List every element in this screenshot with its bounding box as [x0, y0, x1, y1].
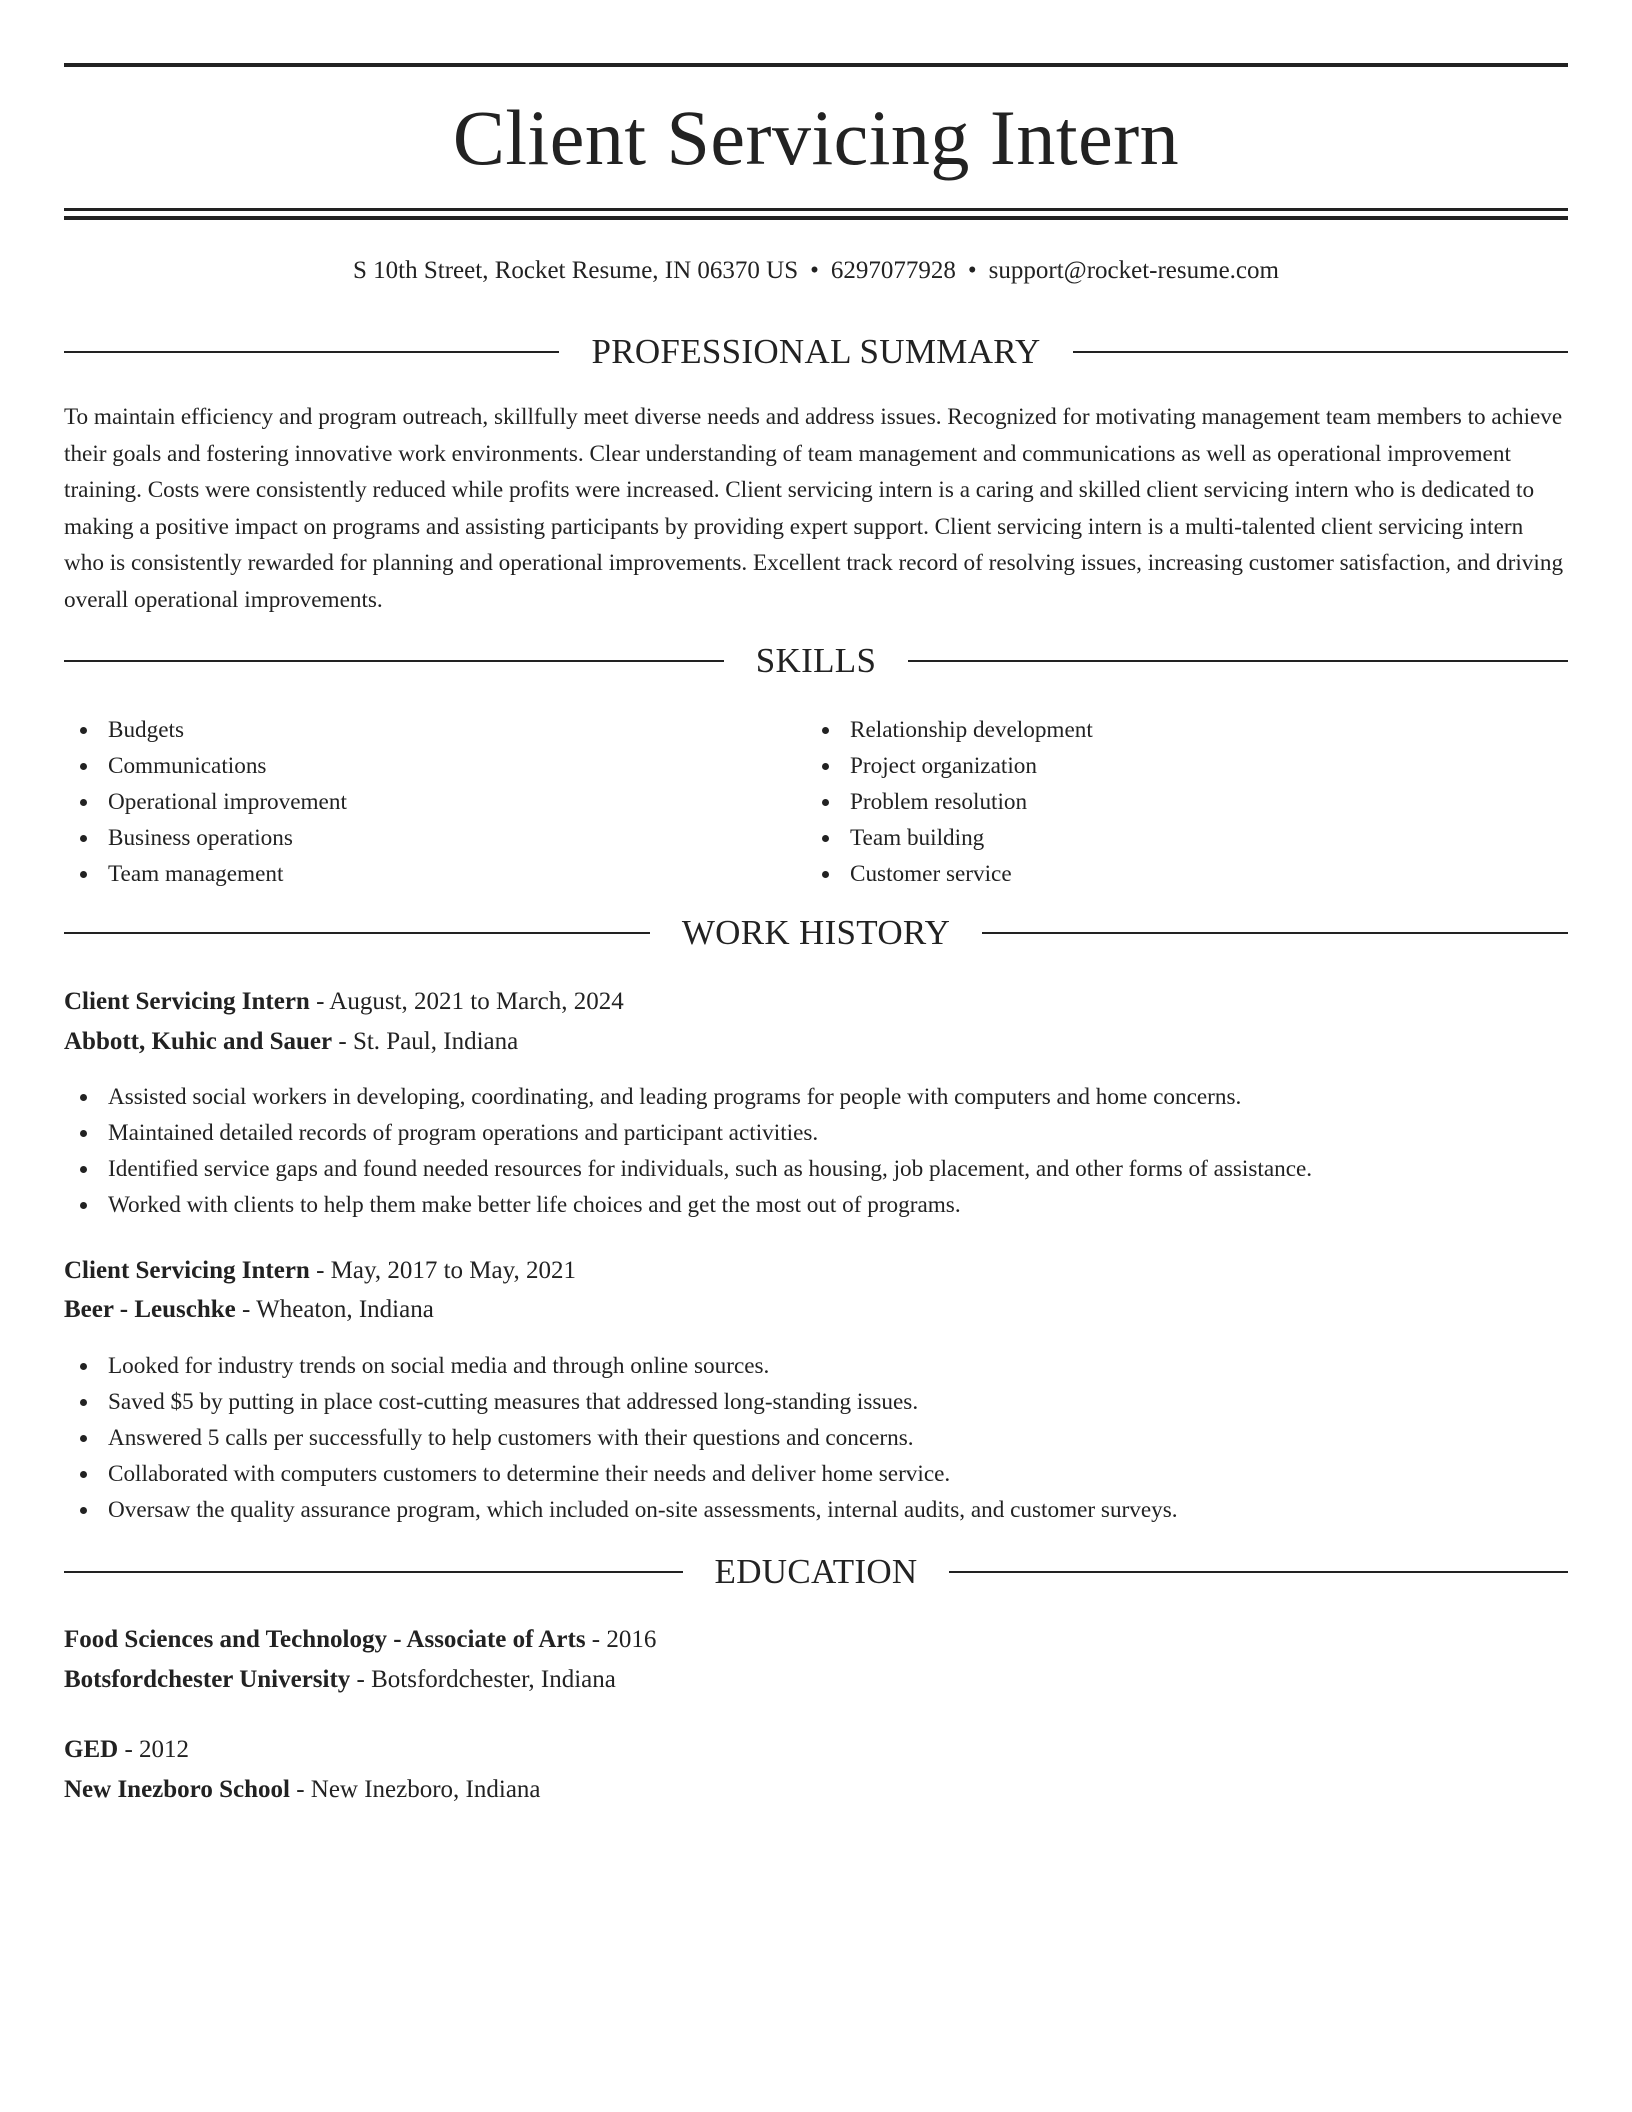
heading-rule — [908, 660, 1568, 662]
skill-item: Team building — [806, 820, 1566, 856]
job-dates: - May, 2017 to May, 2021 — [309, 1257, 577, 1284]
section-heading-skills — [64, 640, 1568, 682]
job-bullets — [64, 1348, 1568, 1528]
contact-line — [64, 254, 1568, 288]
section-heading-education — [64, 1551, 1568, 1593]
section-heading-work — [64, 912, 1568, 954]
section-title: EDUCATION — [714, 1552, 918, 1591]
job-title-line — [64, 984, 624, 1020]
summary-text: To maintain efficiency and program outreach, skillfully meet diverse needs and address issues. Recognized for motivating management team members to achieve their goals and fostering innovative work environments. Clear understanding of team management and communications as well as operational improvement training. Costs were consistently reduced while profits were increased. Client servicing intern is a caring and skilled client servicing intern who is dedicated to making a positive impact on programs and assisting participants by providing expert support. Client servicing intern is a multi-talented client servicing intern who is consistently rewarded for planning and operational improvements. Excellent track record of resolving issues, increasing customer satisfaction, and driving overall operational improvements. — [64, 404, 1564, 613]
education-school-line — [64, 1772, 541, 1808]
list-item: Looked for industry trends on social media and through online sources. — [64, 1348, 1568, 1384]
section-title: PROFESSIONAL SUMMARY — [591, 332, 1041, 371]
heading-rule — [64, 932, 650, 934]
job-bullets — [64, 1079, 1568, 1223]
skill-item: Business operations — [64, 820, 804, 856]
heading-rule — [982, 932, 1568, 934]
education-degree: Food Sciences and Technology - Associate of Arts — [64, 1626, 586, 1653]
job-title: Client Servicing Intern — [64, 1257, 310, 1284]
contact-separator: • — [810, 257, 819, 284]
address: S 10th Street, Rocket Resume, IN 06370 US — [353, 257, 799, 284]
title-double-rule — [64, 208, 1568, 220]
heading-rule — [949, 1571, 1568, 1573]
list-item: Collaborated with computers customers to determine their needs and deliver home service. — [64, 1456, 1568, 1492]
education-year: - 2012 — [118, 1736, 190, 1763]
heading-rule — [1073, 351, 1568, 353]
contact-separator: • — [967, 257, 977, 284]
list-item: Saved $5 by putting in place cost-cutting measures that addressed long-standing issues. — [64, 1384, 1568, 1420]
list-item: Maintained detailed records of program operations and participant activities. — [64, 1115, 1568, 1151]
skill-item: Customer service — [806, 856, 1566, 892]
skill-item: Relationship development — [806, 712, 1566, 748]
job-location: - Wheaton, Indiana — [235, 1296, 434, 1323]
education-location: - Botsfordchester, Indiana — [350, 1666, 616, 1693]
skill-item: Team management — [64, 856, 804, 892]
heading-rule — [64, 660, 724, 662]
section-heading-summary — [64, 331, 1568, 373]
job-company: Abbott, Kuhic and Sauer — [64, 1028, 333, 1055]
education-school: Botsfordchester University — [64, 1666, 351, 1693]
education-school: New Inezboro School — [64, 1776, 290, 1803]
skills-list-right — [806, 712, 1566, 892]
skill-item: Operational improvement — [64, 784, 804, 820]
education-degree-line — [64, 1732, 189, 1768]
job-company: Beer - Leuschke — [64, 1296, 236, 1323]
section-title: WORK HISTORY — [681, 913, 951, 952]
list-item: Worked with clients to help them make better life choices and get the most out of programs. — [64, 1187, 1568, 1223]
skill-item: Communications — [64, 748, 804, 784]
education-degree: GED — [64, 1736, 119, 1763]
education-location: - New Inezboro, Indiana — [289, 1776, 541, 1803]
page-title: Client Servicing Intern — [452, 94, 1180, 181]
top-rule — [64, 63, 1568, 67]
job-company-line — [64, 1024, 518, 1060]
list-item: Answered 5 calls per successfully to help customers with their questions and concerns. — [64, 1420, 1568, 1456]
phone: 6297077928 — [830, 257, 956, 284]
skills-list-left — [64, 712, 804, 892]
section-title: SKILLS — [755, 641, 877, 680]
heading-rule — [64, 351, 559, 353]
list-item: Assisted social workers in developing, coordinating, and leading programs for people with computers and home concerns. — [64, 1079, 1568, 1115]
education-degree-line — [64, 1622, 656, 1658]
list-item: Oversaw the quality assurance program, which included on-site assessments, internal audits, and customer surveys. — [64, 1492, 1568, 1528]
job-location: - St. Paul, Indiana — [332, 1028, 519, 1055]
list-item: Identified service gaps and found needed resources for individuals, such as housing, job placement, and other forms of assistance. — [64, 1151, 1568, 1187]
heading-rule — [64, 1571, 683, 1573]
job-company-line — [64, 1292, 434, 1328]
job-title-line — [64, 1253, 576, 1289]
skill-item: Budgets — [64, 712, 804, 748]
education-year: - 2016 — [585, 1626, 657, 1653]
skill-item: Problem resolution — [806, 784, 1566, 820]
education-school-line — [64, 1662, 616, 1698]
job-title: Client Servicing Intern — [64, 988, 310, 1015]
email: support@rocket-resume.com — [988, 257, 1279, 284]
job-dates: - August, 2021 to March, 2024 — [309, 988, 624, 1015]
skill-item: Project organization — [806, 748, 1566, 784]
